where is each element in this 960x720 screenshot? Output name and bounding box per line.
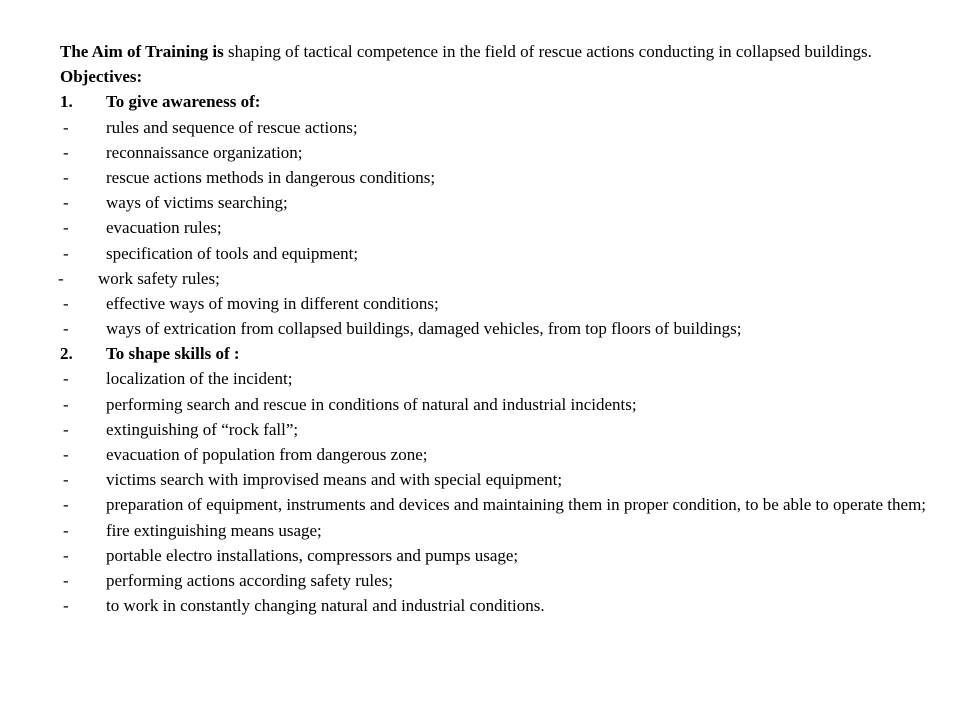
bullet-dash: - (63, 167, 69, 187)
section2-item-text: fire extinguishing means usage; (106, 520, 322, 540)
bullet-dash: - (63, 142, 69, 162)
bullet-dash: - (63, 596, 69, 616)
section2-item (8, 392, 950, 417)
section1-item (8, 115, 950, 140)
section2-item-text: to work in constantly changing natural and industrial conditions. (106, 596, 545, 616)
section1-item (8, 165, 950, 190)
bullet-dash: - (58, 268, 64, 288)
bullet-dash: - (63, 243, 69, 263)
section1-item-text: specification of tools and equipment; (106, 243, 359, 263)
section2-item (8, 518, 950, 543)
section1-item-text: rescue actions methods in dangerous conditions; (106, 167, 436, 187)
section2-item (8, 593, 950, 618)
section1-item-text: ways of victims searching; (106, 193, 288, 213)
section2-item-text: evacuation of population from dangerous zone; (106, 445, 428, 465)
section1-item (8, 215, 950, 240)
section2-title: To shape skills of : (106, 344, 240, 364)
bullet-dash: - (63, 545, 69, 565)
section1-item-text: ways of extrication from collapsed buildings, damaged vehicles, from top floors of buildings; (106, 319, 742, 339)
bullet-dash: - (63, 419, 69, 439)
section1-item (8, 316, 950, 341)
section1-item (8, 291, 950, 316)
section2-number: 2. (60, 344, 73, 364)
aim-body: shaping of tactical competence in the field of rescue actions conducting in collapsed buildings. (227, 42, 872, 61)
section2-item (8, 568, 950, 593)
section2-item-text: preparation of equipment, instruments and devices and maintaining them in proper condition, to be able to operate them; (106, 495, 927, 515)
bullet-dash: - (63, 319, 69, 339)
section2-item-text: performing search and rescue in conditions of natural and industrial incidents; (106, 394, 637, 414)
section1-item (8, 241, 950, 266)
section2-item-wrapped (8, 492, 950, 517)
section2-item-text: performing actions according safety rules; (106, 570, 394, 590)
objectives-heading: Objectives: (60, 67, 143, 87)
bullet-dash: - (63, 193, 69, 213)
aim-lead: The Aim of Training is (60, 42, 224, 61)
section2-item-text: victims search with improvised means and with special equipment; (106, 470, 563, 490)
section2-item (8, 543, 950, 568)
section1-item (8, 190, 950, 215)
aim-paragraph (8, 39, 950, 64)
bullet-dash: - (63, 570, 69, 590)
section1-item-text: evacuation rules; (106, 218, 222, 238)
section1-item-text: effective ways of moving in different conditions; (106, 293, 439, 313)
section2-item (8, 442, 950, 467)
document-body (8, 39, 950, 618)
bullet-dash: - (63, 293, 69, 313)
bullet-dash: - (63, 470, 69, 490)
bullet-dash: - (63, 117, 69, 137)
section2-heading (8, 341, 950, 366)
section1-item (8, 140, 950, 165)
section1-item (8, 266, 950, 291)
objectives-heading-line (8, 64, 950, 89)
section2-item (8, 417, 950, 442)
section2-item-text: portable electro installations, compressors and pumps usage; (106, 545, 519, 565)
section2-item-text: localization of the incident; (106, 369, 293, 389)
section2-item (8, 467, 950, 492)
bullet-dash: - (63, 495, 69, 515)
section1-item-text: work safety rules; (98, 268, 220, 288)
bullet-dash: - (63, 394, 69, 414)
bullet-dash: - (63, 445, 69, 465)
bullet-dash: - (63, 520, 69, 540)
section1-item-text: reconnaissance organization; (106, 142, 303, 162)
bullet-dash: - (63, 369, 69, 389)
section2-item-text: extinguishing of “rock fall”; (106, 419, 299, 439)
section1-number: 1. (60, 92, 73, 112)
section1-title: To give awareness of: (106, 92, 261, 112)
section2-item (8, 366, 950, 391)
section1-heading (8, 89, 950, 114)
section1-item-text: rules and sequence of rescue actions; (106, 117, 358, 137)
bullet-dash: - (63, 218, 69, 238)
